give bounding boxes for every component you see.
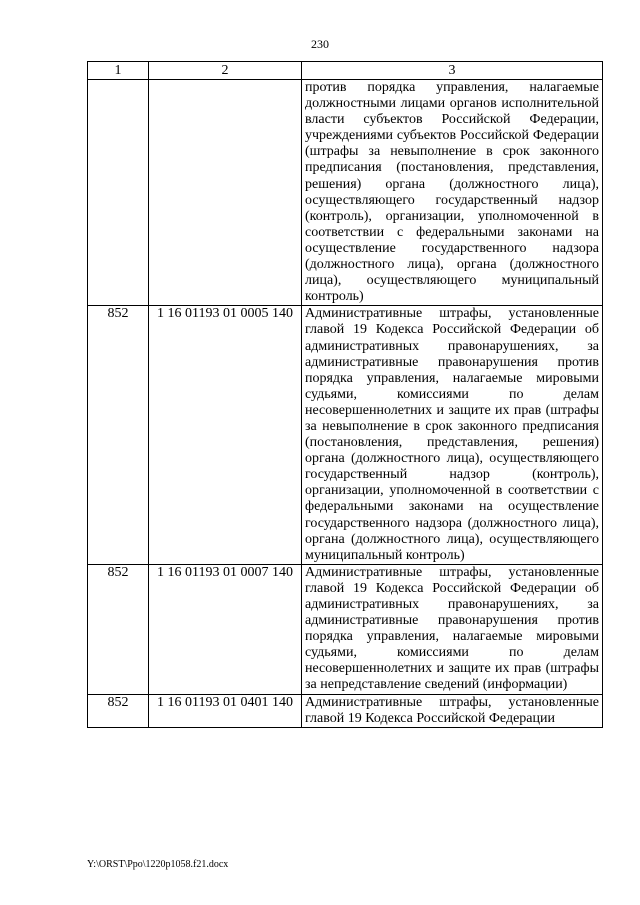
revenue-code-cell: 1 16 01193 01 0007 140: [149, 564, 302, 694]
description-text: Административные штрафы, установленные главой 19 Кодекса Российской Федерации об административных правонарушениях, за административные правонарушения против порядка управления, налагаемые мировыми судьями, комиссиями по делам несовершеннолетних и защите их прав (штрафы за непредставление сведений (информации): [305, 564, 599, 693]
description-cell: [302, 80, 603, 306]
table-row: [88, 80, 603, 306]
description-cell: [302, 564, 603, 694]
description-text: против порядка управления, налагаемые должностными лицами органов исполнительной власти субъектов Российской Федерации, учреждениями субъектов Российской Федерации (штрафы за невыполнение в срок законного предписания (постановления, представления, решения) органа (должностного лица), осуществляющего государственный надзор (контроль), организации, уполномоченной в соответствии с федеральными законами на осуществление государственного надзора (должностного лица), органа (должностного лица), осуществляющего муниципальный контроль): [305, 80, 599, 305]
admin-code-cell: 852: [88, 564, 149, 694]
revenue-code-cell: 1 16 01193 01 0401 140: [149, 694, 302, 727]
header-col-1: 1: [88, 62, 149, 80]
description-text: Административные штрафы, установленные главой 19 Кодекса Российской Федерации: [305, 694, 599, 726]
header-col-3: 3: [302, 62, 603, 80]
description-cell: [302, 694, 603, 727]
admin-code-cell: 852: [88, 694, 149, 727]
document-file-path: Y:\ORST\Ppo\1220p1058.f21.docx: [87, 859, 229, 870]
table-header-row: [88, 62, 603, 80]
admin-code-cell: 852: [88, 306, 149, 565]
revenue-code-cell: [149, 80, 302, 306]
table-row: [88, 306, 603, 565]
page-number: 230: [311, 37, 329, 51]
admin-code-cell: [88, 80, 149, 306]
description-cell: [302, 306, 603, 565]
header-col-2: 2: [149, 62, 302, 80]
budget-classification-table: [87, 61, 603, 728]
table-row: [88, 564, 603, 694]
table-row: [88, 694, 603, 727]
revenue-code-cell: 1 16 01193 01 0005 140: [149, 306, 302, 565]
description-text: Административные штрафы, установленные главой 19 Кодекса Российской Федерации об административных правонарушениях, за административные правонарушения против порядка управления, налагаемые мировыми судьями, комиссиями по делам несовершеннолетних и защите их прав (штрафы за невыполнение в срок законного предписания (постановления, представления, решения) органа (должностного лица), осуществляющего государственный надзор (контроль), организации, уполномоченной в соответствии с федеральными законами на осуществление государственного надзора (должностного лица), органа (должностного лица), осуществляющего муниципальный контроль): [305, 306, 599, 563]
